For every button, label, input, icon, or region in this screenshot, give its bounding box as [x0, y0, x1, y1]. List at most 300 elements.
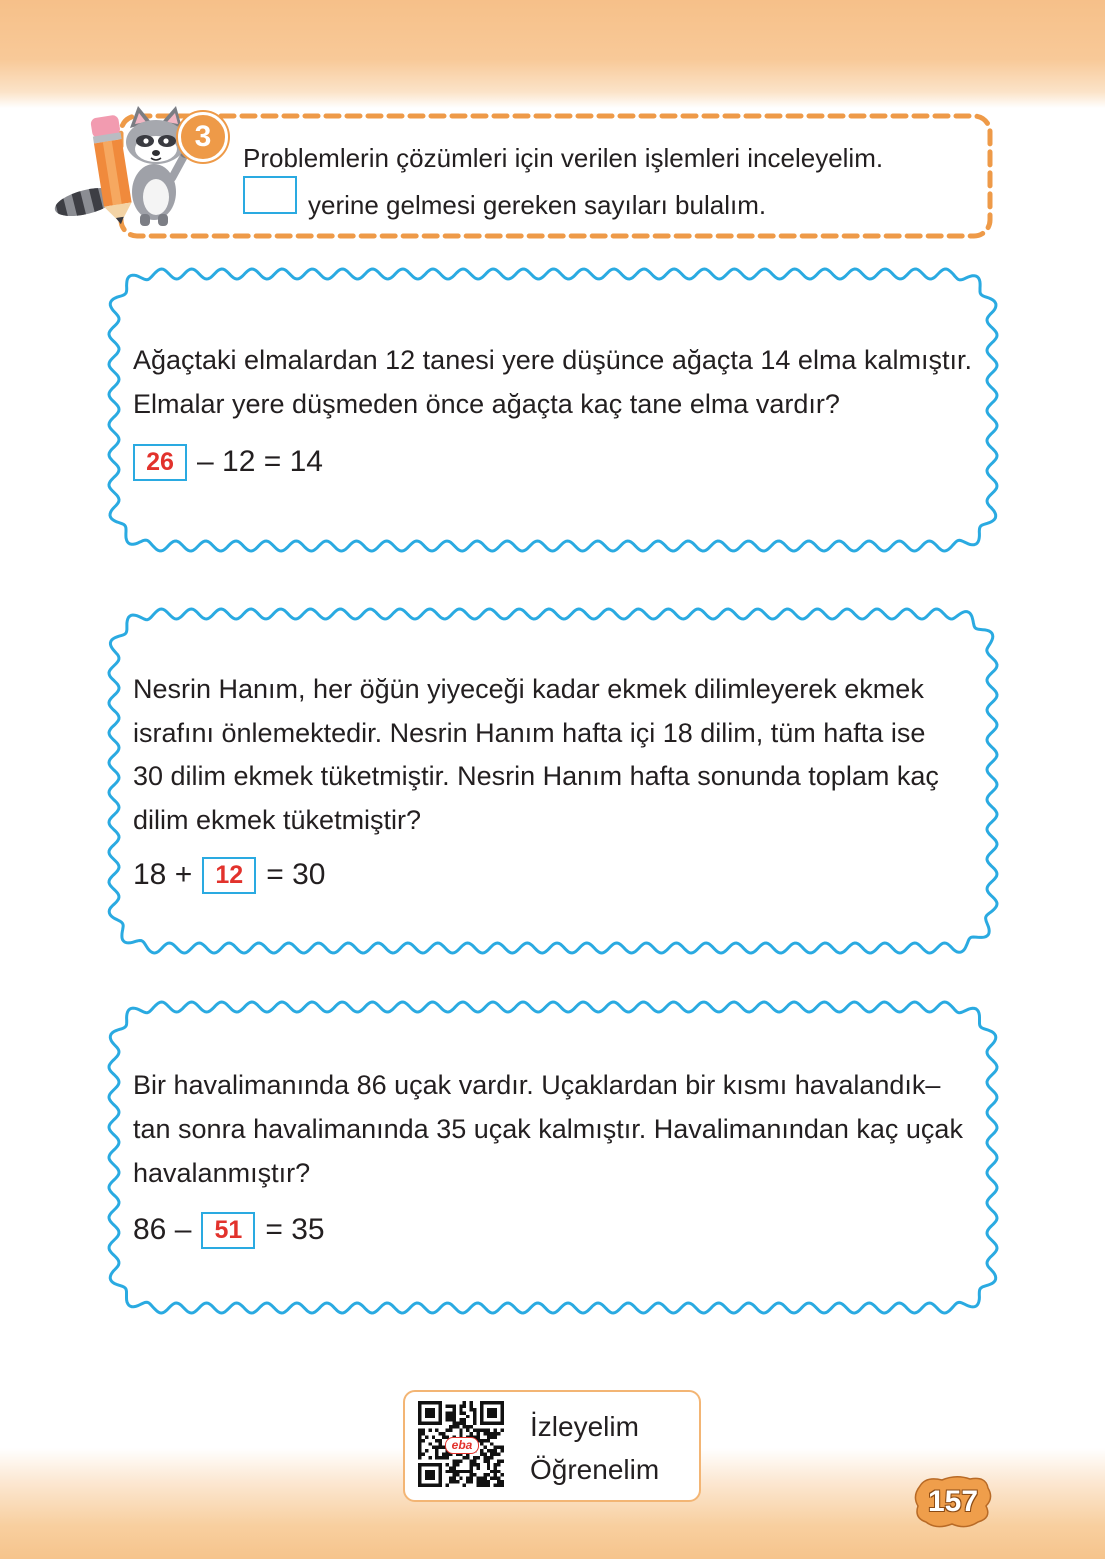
qr-module	[449, 1404, 452, 1407]
qr-module	[476, 1429, 479, 1432]
instruction-blank-box-icon	[243, 176, 297, 214]
qr-module	[501, 1449, 504, 1452]
qr-module	[459, 1408, 462, 1411]
qr-module	[425, 1463, 428, 1466]
qr-module	[501, 1404, 504, 1407]
qr-module	[480, 1477, 483, 1480]
qr-module	[483, 1429, 486, 1432]
qr-module	[418, 1446, 421, 1449]
qr-module	[490, 1453, 493, 1456]
qr-module	[470, 1466, 473, 1469]
qr-module	[421, 1401, 424, 1404]
qr-module	[435, 1449, 438, 1452]
qr-module	[487, 1429, 490, 1432]
qr-module	[452, 1480, 455, 1483]
qr-module	[432, 1470, 435, 1473]
qr-module	[418, 1422, 421, 1425]
qr-module	[480, 1442, 483, 1445]
qr-module	[459, 1470, 462, 1473]
problem-2-line-2: israfını önlemektedir. Nesrin Hanım hafta içi 18 dilim, tüm hafta ise	[133, 717, 926, 748]
qr-module	[490, 1422, 493, 1425]
qr-module	[418, 1411, 421, 1414]
top-header-band	[0, 0, 1105, 108]
qr-module	[476, 1480, 479, 1483]
qr-module	[494, 1408, 497, 1411]
qr-module	[439, 1477, 442, 1480]
qr-module	[463, 1411, 466, 1414]
qr-module	[442, 1456, 445, 1459]
qr-module	[466, 1477, 469, 1480]
qr-module	[456, 1425, 459, 1428]
qr-module	[428, 1429, 431, 1432]
qr-module	[439, 1470, 442, 1473]
qr-module	[432, 1411, 435, 1414]
qr-module	[432, 1473, 435, 1476]
qr-module	[432, 1422, 435, 1425]
qr-module	[466, 1480, 469, 1483]
qr-module	[470, 1432, 473, 1435]
qr-module	[428, 1408, 431, 1411]
qr-module	[418, 1432, 421, 1435]
problem-2-equation-right: = 30	[266, 858, 326, 891]
qr-module	[501, 1459, 504, 1462]
qr-module	[470, 1425, 473, 1428]
qr-module	[501, 1411, 504, 1414]
qr-module	[483, 1439, 486, 1442]
problem-3-equation-right: = 35	[265, 1213, 325, 1246]
qr-module	[483, 1453, 486, 1456]
qr-module	[470, 1473, 473, 1476]
qr-module	[446, 1456, 449, 1459]
qr-module	[490, 1442, 493, 1445]
qr-module	[418, 1456, 421, 1459]
problem-2-equation-left: 18 +	[133, 858, 193, 891]
qr-module	[446, 1429, 449, 1432]
qr-module	[428, 1470, 431, 1473]
problem-3-line-1: Bir havalimanında 86 uçak vardır. Uçaklardan bir kısmı havalandık–	[133, 1070, 941, 1100]
qr-module	[494, 1422, 497, 1425]
qr-module	[470, 1470, 473, 1473]
qr-module	[490, 1408, 493, 1411]
qr-module	[490, 1477, 493, 1480]
qr-module	[490, 1401, 493, 1404]
problem-1-equation-rest: – 12 = 14	[197, 445, 323, 478]
qr-module	[425, 1415, 428, 1418]
qr-module	[466, 1415, 469, 1418]
qr-module	[418, 1477, 421, 1480]
qr-module	[483, 1480, 486, 1483]
qr-module	[446, 1415, 449, 1418]
qr-module	[435, 1456, 438, 1459]
qr-module	[470, 1463, 473, 1466]
qr-module	[494, 1477, 497, 1480]
qr-module	[421, 1429, 424, 1432]
problem-3-line-2: tan sonra havalimanında 35 uçak kalmıştır. Havalimanından kaç uçak	[133, 1114, 963, 1144]
qr-module	[459, 1477, 462, 1480]
qr-module	[483, 1401, 486, 1404]
exercise-number-badge: 3	[178, 112, 228, 162]
qr-module	[466, 1470, 469, 1473]
qr-module	[439, 1439, 442, 1442]
qr-module	[476, 1435, 479, 1438]
qr-module	[418, 1408, 421, 1411]
qr-module	[490, 1432, 493, 1435]
qr-module	[439, 1463, 442, 1466]
qr-module	[421, 1453, 424, 1456]
qr-module	[418, 1473, 421, 1476]
qr-module	[439, 1473, 442, 1476]
qr-module	[428, 1422, 431, 1425]
qr-module	[421, 1422, 424, 1425]
qr-module	[425, 1477, 428, 1480]
qr-module	[418, 1466, 421, 1469]
qr-module	[456, 1480, 459, 1483]
qr-module	[494, 1463, 497, 1466]
qr-module	[470, 1401, 473, 1404]
qr-module	[439, 1404, 442, 1407]
qr-module	[490, 1449, 493, 1452]
eba-logo: eba	[445, 1437, 479, 1454]
qr-module	[487, 1401, 490, 1404]
qr-module	[428, 1473, 431, 1476]
qr-module	[418, 1415, 421, 1418]
qr-module	[456, 1459, 459, 1462]
qr-module	[463, 1456, 466, 1459]
qr-module	[480, 1429, 483, 1432]
qr-module	[483, 1484, 486, 1487]
qr-module	[425, 1470, 428, 1473]
qr-module	[435, 1439, 438, 1442]
video-qr-card	[403, 1390, 701, 1502]
qr-module	[418, 1463, 421, 1466]
qr-module	[494, 1453, 497, 1456]
qr-module	[476, 1456, 479, 1459]
qr-module	[463, 1425, 466, 1428]
qr-module	[452, 1466, 455, 1469]
qr-module	[452, 1411, 455, 1414]
qr-module	[480, 1418, 483, 1421]
qr-module	[439, 1411, 442, 1414]
qr-module	[418, 1470, 421, 1473]
qr-module	[425, 1411, 428, 1414]
qr-module	[483, 1422, 486, 1425]
qr-module	[459, 1418, 462, 1421]
qr-module	[452, 1422, 455, 1425]
qr-module	[476, 1432, 479, 1435]
problem-1-equation	[133, 443, 323, 481]
qr-module	[428, 1411, 431, 1414]
instruction-line-1: Problemlerin çözümleri için verilen işlemleri inceleyelim.	[243, 143, 884, 173]
qr-module	[473, 1422, 476, 1425]
qr-module	[497, 1477, 500, 1480]
qr-module	[490, 1470, 493, 1473]
qr-module	[428, 1463, 431, 1466]
qr-module	[418, 1401, 421, 1404]
problem-1-line-2: Elmalar yere düşmeden önce ağaçta kaç tane elma vardır?	[133, 389, 840, 419]
qr-module	[480, 1401, 483, 1404]
qr-module	[456, 1470, 459, 1473]
qr-module	[439, 1446, 442, 1449]
problem-3-answer-box: 51	[201, 1212, 255, 1249]
qr-module	[490, 1435, 493, 1438]
qr-module	[473, 1411, 476, 1414]
qr-module	[425, 1473, 428, 1476]
qr-module	[480, 1480, 483, 1483]
qr-module	[439, 1422, 442, 1425]
qr-module	[449, 1466, 452, 1469]
qr-module	[425, 1484, 428, 1487]
qr-module	[449, 1470, 452, 1473]
video-card-line-2: Öğrenelim	[530, 1454, 660, 1485]
qr-module	[501, 1415, 504, 1418]
qr-module	[487, 1408, 490, 1411]
qr-module	[449, 1415, 452, 1418]
qr-module	[418, 1453, 421, 1456]
qr-module	[487, 1484, 490, 1487]
qr-module	[497, 1484, 500, 1487]
qr-module	[435, 1484, 438, 1487]
qr-module	[494, 1415, 497, 1418]
qr-module	[446, 1484, 449, 1487]
qr-module	[470, 1459, 473, 1462]
qr-module	[494, 1449, 497, 1452]
qr-module	[497, 1453, 500, 1456]
problem-2-line-1: Nesrin Hanım, her öğün yiyeceği kadar ekmek dilimleyerek ekmek	[133, 674, 924, 704]
qr-module	[476, 1466, 479, 1469]
qr-module	[487, 1466, 490, 1469]
qr-module	[452, 1459, 455, 1462]
qr-module	[480, 1408, 483, 1411]
qr-module	[428, 1477, 431, 1480]
qr-module	[463, 1401, 466, 1404]
problem-3-line-3: havalanmıştır?	[133, 1158, 311, 1188]
raccoon-pencil-mascot-icon	[50, 104, 192, 232]
qr-module	[497, 1401, 500, 1404]
qr-module	[487, 1459, 490, 1462]
qr-module	[418, 1429, 421, 1432]
qr-module	[418, 1404, 421, 1407]
qr-module	[449, 1411, 452, 1414]
qr-module	[497, 1432, 500, 1435]
qr-module	[497, 1470, 500, 1473]
qr-module	[456, 1463, 459, 1466]
qr-module	[425, 1401, 428, 1404]
qr-module	[494, 1432, 497, 1435]
qr-module	[459, 1411, 462, 1414]
qr-module	[490, 1415, 493, 1418]
qr-module	[466, 1425, 469, 1428]
qr-module	[494, 1401, 497, 1404]
qr-module	[473, 1408, 476, 1411]
qr-module	[452, 1463, 455, 1466]
qr-module	[432, 1435, 435, 1438]
qr-module	[456, 1422, 459, 1425]
qr-module	[421, 1484, 424, 1487]
problem-3-equation	[133, 1211, 325, 1249]
qr-module	[483, 1459, 486, 1462]
qr-module	[456, 1473, 459, 1476]
qr-module	[497, 1463, 500, 1466]
qr-module	[501, 1418, 504, 1421]
qr-module	[487, 1415, 490, 1418]
qr-module	[487, 1435, 490, 1438]
qr-module	[501, 1422, 504, 1425]
qr-module	[449, 1429, 452, 1432]
qr-module	[446, 1411, 449, 1414]
problem-3-text	[133, 1063, 963, 1195]
qr-module	[432, 1408, 435, 1411]
qr-module	[490, 1411, 493, 1414]
qr-module	[463, 1422, 466, 1425]
problem-2-equation	[133, 856, 325, 894]
qr-module	[494, 1411, 497, 1414]
qr-module	[483, 1473, 486, 1476]
qr-module	[452, 1404, 455, 1407]
qr-module	[421, 1439, 424, 1442]
qr-module	[449, 1480, 452, 1483]
qr-module	[487, 1480, 490, 1483]
qr-module	[432, 1477, 435, 1480]
qr-module	[421, 1463, 424, 1466]
qr-module	[501, 1484, 504, 1487]
qr-module	[425, 1422, 428, 1425]
qr-module	[432, 1463, 435, 1466]
qr-module	[497, 1459, 500, 1462]
qr-module	[459, 1429, 462, 1432]
problem-2-line-3: 30 dilim ekmek tüketmiştir. Nesrin Hanım hafta sonunda toplam kaç	[133, 761, 939, 791]
qr-module	[487, 1449, 490, 1452]
qr-module	[473, 1473, 476, 1476]
qr-module	[452, 1470, 455, 1473]
qr-module	[459, 1422, 462, 1425]
qr-module	[421, 1432, 424, 1435]
qr-module	[432, 1401, 435, 1404]
instruction-line-2: yerine gelmesi gereken sayıları bulalım.	[308, 190, 767, 220]
qr-module	[470, 1408, 473, 1411]
video-card-line-1: İzleyelim	[530, 1411, 639, 1442]
qr-module	[483, 1477, 486, 1480]
qr-module	[418, 1480, 421, 1483]
qr-module	[487, 1439, 490, 1442]
qr-module	[494, 1446, 497, 1449]
qr-module	[466, 1456, 469, 1459]
problem-2-line-4: dilim ekmek tüketmiştir?	[133, 804, 422, 835]
qr-module	[425, 1408, 428, 1411]
qr-module	[418, 1449, 421, 1452]
qr-module	[452, 1408, 455, 1411]
qr-module	[487, 1463, 490, 1466]
page-number: 157	[927, 1485, 979, 1518]
qr-module	[428, 1442, 431, 1445]
qr-module	[476, 1463, 479, 1466]
qr-module	[480, 1404, 483, 1407]
qr-module	[487, 1422, 490, 1425]
qr-module	[452, 1473, 455, 1476]
qr-module	[442, 1453, 445, 1456]
qr-module	[480, 1422, 483, 1425]
qr-module	[418, 1442, 421, 1445]
qr-module	[501, 1401, 504, 1404]
qr-module	[470, 1477, 473, 1480]
qr-module	[439, 1484, 442, 1487]
qr-module	[428, 1456, 431, 1459]
qr-module	[473, 1418, 476, 1421]
qr-module	[473, 1415, 476, 1418]
qr-module	[470, 1404, 473, 1407]
qr-module	[439, 1408, 442, 1411]
qr-module	[452, 1415, 455, 1418]
qr-module	[418, 1418, 421, 1421]
qr-module	[497, 1480, 500, 1483]
qr-module	[494, 1466, 497, 1469]
qr-module	[418, 1439, 421, 1442]
qr-module	[480, 1449, 483, 1452]
qr-module	[432, 1484, 435, 1487]
qr-module	[428, 1415, 431, 1418]
qr-module	[501, 1480, 504, 1483]
qr-module	[501, 1408, 504, 1411]
qr-module	[459, 1432, 462, 1435]
qr-module	[494, 1435, 497, 1438]
qr-module	[439, 1442, 442, 1445]
qr-module	[439, 1418, 442, 1421]
problem-1-line-1: Ağaçtaki elmalardan 12 tanesi yere düşünce ağaçta 14 elma kalmıştır.	[133, 345, 972, 375]
qr-module	[452, 1477, 455, 1480]
qr-module	[494, 1484, 497, 1487]
qr-module	[463, 1404, 466, 1407]
problem-2-answer-box: 12	[202, 857, 256, 894]
qr-module	[446, 1404, 449, 1407]
qr-module	[449, 1425, 452, 1428]
qr-module	[425, 1449, 428, 1452]
qr-module	[483, 1456, 486, 1459]
qr-module	[439, 1432, 442, 1435]
qr-module	[480, 1484, 483, 1487]
qr-code-wrapper	[418, 1401, 504, 1487]
qr-module	[480, 1439, 483, 1442]
qr-module	[494, 1473, 497, 1476]
problem-3-equation-left: 86 –	[133, 1213, 192, 1246]
qr-module	[439, 1415, 442, 1418]
qr-module	[449, 1418, 452, 1421]
qr-module	[459, 1404, 462, 1407]
qr-module	[463, 1484, 466, 1487]
qr-module	[439, 1480, 442, 1483]
qr-module	[494, 1470, 497, 1473]
qr-module	[487, 1432, 490, 1435]
qr-module	[435, 1463, 438, 1466]
qr-module	[476, 1477, 479, 1480]
qr-module	[435, 1422, 438, 1425]
qr-module	[480, 1453, 483, 1456]
qr-module	[480, 1411, 483, 1414]
qr-module	[473, 1463, 476, 1466]
qr-module	[490, 1456, 493, 1459]
qr-module	[487, 1456, 490, 1459]
qr-module	[483, 1446, 486, 1449]
qr-module	[452, 1418, 455, 1421]
qr-module	[473, 1429, 476, 1432]
qr-module	[501, 1473, 504, 1476]
qr-module	[435, 1446, 438, 1449]
qr-module	[432, 1446, 435, 1449]
qr-module	[466, 1429, 469, 1432]
qr-module	[501, 1429, 504, 1432]
qr-module	[497, 1422, 500, 1425]
problem-1-text	[133, 338, 972, 426]
qr-module	[439, 1401, 442, 1404]
qr-module	[497, 1446, 500, 1449]
